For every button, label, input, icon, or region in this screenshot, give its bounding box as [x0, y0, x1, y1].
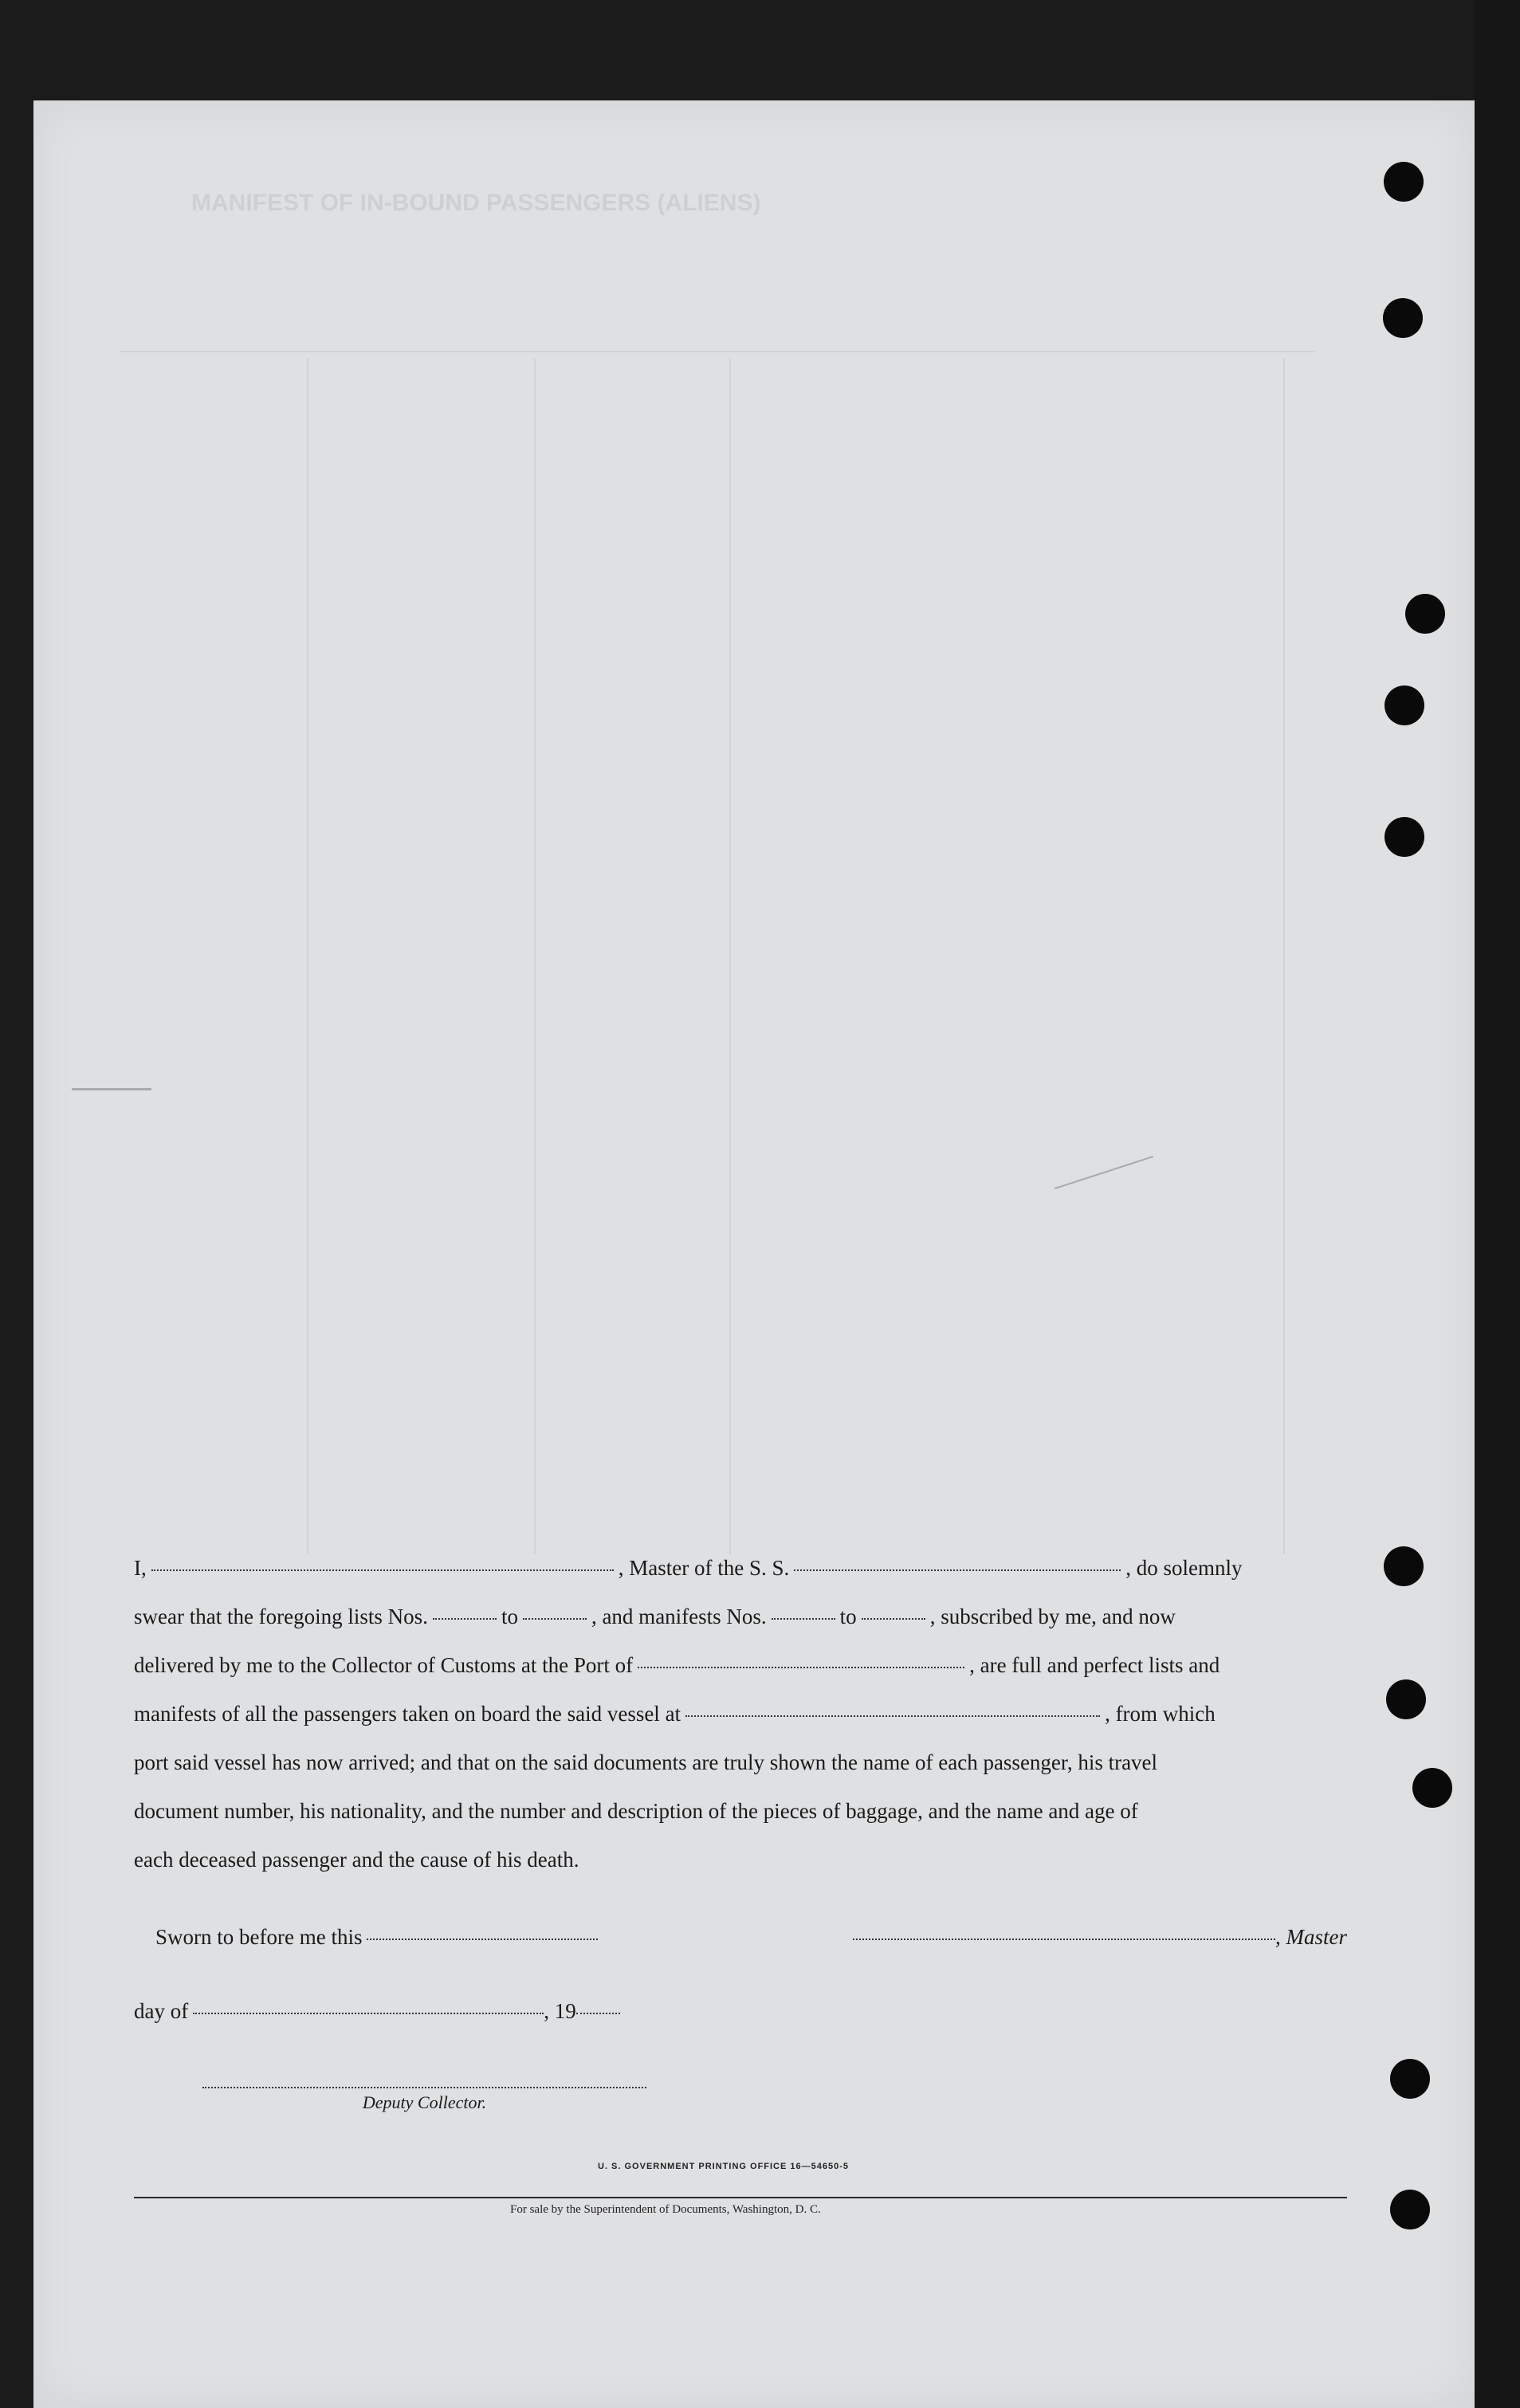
lists-to-field[interactable] [523, 1618, 587, 1620]
document-page [33, 100, 1475, 2408]
oath-text: I, [134, 1556, 147, 1580]
oath-line-7 [134, 1848, 1347, 1896]
punch-hole [1405, 594, 1445, 634]
oath-text: document number, his nationality, and the number and description of the pieces of baggage, and the name and age of [134, 1799, 1138, 1823]
master-signature-field[interactable] [853, 1939, 1275, 1940]
bleed-through-col-1 [307, 359, 308, 1554]
sworn-block [134, 1925, 1347, 2048]
oath-line-4 [134, 1702, 1347, 1750]
scan-mark [72, 1088, 151, 1090]
sworn-label: Sworn to before me this [155, 1925, 363, 1949]
oath-text: , subscribed by me, and now [929, 1605, 1176, 1628]
oath-line-5 [134, 1750, 1347, 1799]
oath-line-6 [134, 1799, 1347, 1848]
bleed-through-rule [120, 351, 1315, 352]
oath-text: , do solemnly [1125, 1556, 1243, 1580]
footer-rule [134, 2197, 1347, 2198]
oath-text: port said vessel has now arrived; and that on the said documents are truly shown the name of each passenger, his travel [134, 1750, 1158, 1774]
oath-line-1 [134, 1556, 1347, 1605]
oath-text: delivered by me to the Collector of Customs at the Port of [134, 1653, 634, 1677]
manifests-to-field[interactable] [862, 1618, 925, 1620]
punch-hole [1384, 685, 1424, 725]
punch-hole [1390, 2190, 1430, 2229]
oath-text: to [501, 1605, 518, 1628]
boarding-port-field[interactable] [685, 1715, 1100, 1717]
month-field[interactable] [193, 2013, 544, 2014]
oath-text: , from which [1105, 1702, 1216, 1726]
oath-line-2 [134, 1605, 1347, 1653]
oath-text: to [839, 1605, 857, 1628]
oath-text: each deceased passenger and the cause of his death. [134, 1848, 579, 1872]
oath-text: , are full and perfect lists and [969, 1653, 1220, 1677]
oath-line-3 [134, 1653, 1347, 1702]
sale-notice: For sale by the Superintendent of Documents, Washington, D. C. [510, 2203, 821, 2216]
printing-office-imprint: U. S. GOVERNMENT PRINTING OFFICE 16—54650-5 [598, 2162, 850, 2171]
deputy-signature-field[interactable] [202, 2087, 646, 2088]
bleed-through-col-3 [729, 359, 731, 1554]
oath-text: swear that the foregoing lists Nos. [134, 1605, 428, 1628]
deputy-collector-label: Deputy Collector. [362, 2092, 487, 2112]
manifests-from-field[interactable] [772, 1618, 835, 1620]
punch-hole [1384, 817, 1424, 857]
punch-hole [1390, 2059, 1430, 2099]
scan-margin [1475, 0, 1520, 2408]
bleed-through-title: MANIFEST OF IN-BOUND PASSENGERS (ALIENS) [191, 190, 761, 216]
day-of-label: day of [134, 1999, 189, 2023]
oath-text: , Master of the S. S. [618, 1556, 790, 1580]
punch-hole [1412, 1768, 1452, 1808]
bleed-through-col-4 [1283, 359, 1285, 1554]
punch-hole [1384, 1546, 1424, 1586]
oath-block [134, 1556, 1347, 1896]
year-field[interactable] [576, 2013, 620, 2014]
punch-hole [1383, 298, 1423, 338]
lists-from-field[interactable] [433, 1618, 497, 1620]
ship-name-field[interactable] [794, 1569, 1121, 1571]
year-prefix: , 19 [544, 1999, 576, 2023]
master-name-field[interactable] [151, 1569, 614, 1571]
sworn-line [134, 1925, 1347, 1999]
oath-text: manifests of all the passengers taken on board the said vessel at [134, 1702, 681, 1726]
day-line [134, 1999, 1347, 2048]
master-label: , Master [1275, 1925, 1347, 1949]
punch-hole [1384, 162, 1424, 202]
sworn-date-field[interactable] [367, 1939, 598, 1940]
oath-text: , and manifests Nos. [591, 1605, 767, 1628]
punch-hole [1386, 1679, 1426, 1719]
port-field[interactable] [638, 1667, 964, 1668]
bleed-through-col-2 [534, 359, 536, 1554]
